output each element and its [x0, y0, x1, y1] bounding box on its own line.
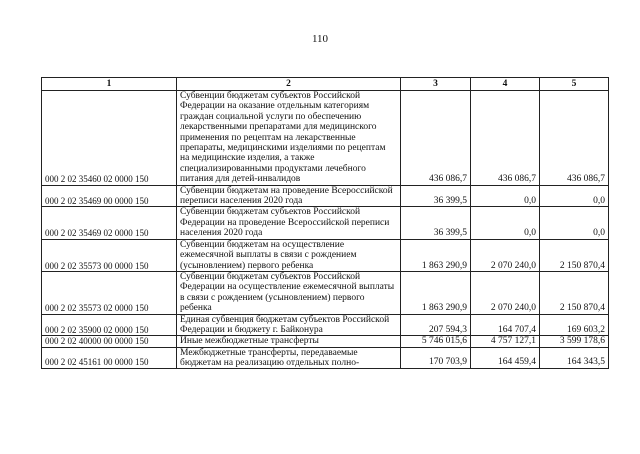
item-name: Субвенции бюджетам субъектов Российской Федерации на проведение Всероссийской переписи населения 2020 года	[177, 207, 401, 239]
value-col3: 36 399,5	[401, 185, 471, 207]
table-row	[42, 314, 609, 336]
value-col3: 5 746 015,6	[401, 336, 471, 347]
value-col4: 164 707,4	[471, 314, 540, 336]
table-row	[42, 185, 609, 207]
value-col5: 0,0	[540, 185, 609, 207]
table-header-row	[42, 78, 609, 91]
budget-code: 000 2 02 35573 00 0000 150	[42, 239, 177, 271]
item-name: Субвенции бюджетам на осуществление ежемесячной выплаты в связи с рождением (усыновлением) первого ребенка	[177, 239, 401, 271]
value-col4: 4 757 127,1	[471, 336, 540, 347]
item-name-text: Межбюджетные трансферты, передаваемые бюджетам на реализацию отдельных полно-	[180, 347, 360, 368]
table-row	[42, 239, 609, 271]
item-name: Субвенции бюджетам субъектов Российской Федерации на осуществление ежемесячной выплаты в связи с рождением (усыновлением) первого ребенка	[177, 271, 401, 314]
table-row	[42, 207, 609, 239]
budget-code: 000 2 02 35573 02 0000 150	[42, 271, 177, 314]
budget-code: 000 2 02 40000 00 0000 150	[42, 336, 177, 347]
value-col5: 169 603,2	[540, 314, 609, 336]
value-col5: 164 343,5	[540, 347, 609, 368]
value-col5: 2 150 870,4	[540, 271, 609, 314]
value-col3: 170 703,9	[401, 347, 471, 368]
value-col3: 436 086,7	[401, 91, 471, 186]
budget-code: 000 2 02 35900 02 0000 150	[42, 314, 177, 336]
value-col5: 2 150 870,4	[540, 239, 609, 271]
value-col4: 0,0	[471, 207, 540, 239]
item-name: Иные межбюджетные трансферты	[177, 336, 401, 347]
table-row	[42, 336, 609, 347]
page-number: 110	[311, 33, 329, 45]
column-header: 5	[540, 78, 609, 91]
value-col4: 2 070 240,0	[471, 239, 540, 271]
item-name	[177, 347, 401, 368]
table-row	[42, 91, 609, 186]
item-name: Субвенции бюджетам субъектов Российской Федерации на оказание отдельным категориям граждан социальной услуги по обеспечению лекарственными препаратами для медицинского применения по рецептам на лекарственные препараты, медицинскими изделиями по рецептам на медицинские изделия, а также специализированными продуктами лечебного питания для детей-инвалидов	[177, 91, 401, 186]
budget-code: 000 2 02 35469 00 0000 150	[42, 185, 177, 207]
column-header: 4	[471, 78, 540, 91]
item-name: Единая субвенция бюджетам субъектов Российской Федерации и бюджету г. Байконура	[177, 314, 401, 336]
budget-code: 000 2 02 35460 02 0000 150	[42, 91, 177, 186]
value-col4: 436 086,7	[471, 91, 540, 186]
value-col3: 1 863 290,9	[401, 271, 471, 314]
value-col3: 1 863 290,9	[401, 239, 471, 271]
budget-table	[41, 77, 609, 369]
budget-code: 000 2 02 45161 00 0000 150	[42, 347, 177, 368]
budget-code: 000 2 02 35469 02 0000 150	[42, 207, 177, 239]
value-col5: 436 086,7	[540, 91, 609, 186]
column-header: 3	[401, 78, 471, 91]
item-name: Субвенции бюджетам на проведение Всероссийской переписи населения 2020 года	[177, 185, 401, 207]
value-col5: 0,0	[540, 207, 609, 239]
value-col3: 36 399,5	[401, 207, 471, 239]
table-row	[42, 271, 609, 314]
column-header: 1	[42, 78, 177, 91]
value-col3: 207 594,3	[401, 314, 471, 336]
value-col5: 3 599 178,6	[540, 336, 609, 347]
column-header: 2	[177, 78, 401, 91]
value-col4: 164 459,4	[471, 347, 540, 368]
value-col4: 0,0	[471, 185, 540, 207]
table-row	[42, 347, 609, 368]
value-col4: 2 070 240,0	[471, 271, 540, 314]
